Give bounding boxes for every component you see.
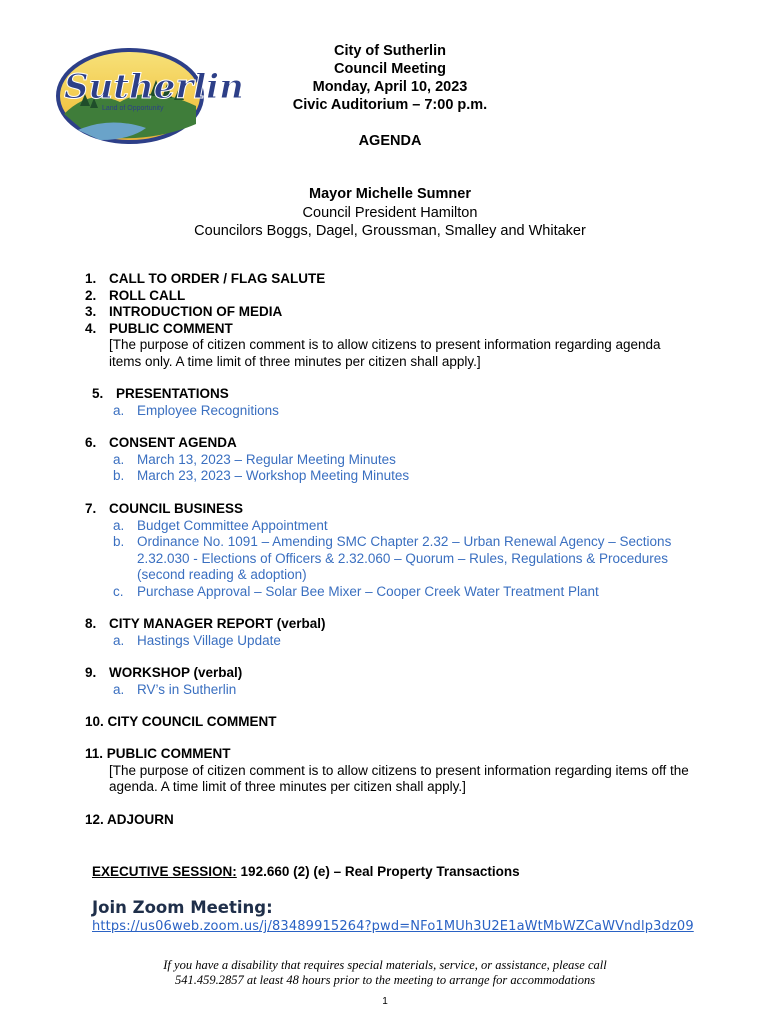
officials-block	[120, 185, 660, 241]
agenda-item-3: 3. INTRODUCTION OF MEDIA	[85, 304, 283, 319]
agenda-subitem[interactable]: a. RV’s in Sutherlin	[113, 681, 237, 697]
agenda-subitem[interactable]: b. March 23, 2023 – Workshop Meeting Minutes	[113, 468, 410, 483]
agenda-item-9: 9. WORKSHOP (verbal) a. RV’s in Sutherlin	[85, 665, 695, 698]
agenda-item-7: 7. COUNCIL BUSINESS a. Budget Committee Appointment b. Ordinance No. 1091 – Amending SMC Chapter 2.32 – Urban Renewal Agency – Sections 2.32.030 - Elections of Officers & 2.32.060 – Quorum – Rules, Regulations & Procedures (second reading & adoption) c. Purchase Approval – Solar Bee Mixer – Cooper Creek Water Treatment Plant	[85, 501, 695, 600]
page-number: 1	[382, 996, 388, 1007]
agenda-subitem[interactable]: c. Purchase Approval – Solar Bee Mixer – Cooper Creek Water Treatment Plant	[113, 583, 599, 599]
agenda-item-6: 6. CONSENT AGENDA a. March 13, 2023 – Regular Meeting Minutes b. March 23, 2023 – Workshop Meeting Minutes	[85, 435, 695, 485]
council-president: Council President Hamilton	[302, 204, 478, 221]
agenda-item-8: 8. CITY MANAGER REPORT (verbal) a. Hastings Village Update	[85, 616, 695, 649]
agenda-subitem[interactable]: a. Hastings Village Update	[113, 632, 281, 648]
agenda-subitem[interactable]: a. Employee Recognitions	[113, 402, 279, 418]
meeting-location: Civic Auditorium – 7:00 p.m.	[292, 97, 488, 113]
public-comment-note: [The purpose of citizen comment is to allow citizens to present information regarding agenda items only. A time limit of three minutes per citizen shall apply.]	[109, 337, 661, 369]
agenda-item-4: 4. PUBLIC COMMENT	[85, 320, 233, 336]
agenda-item-5: 5. PRESENTATIONS a. Employee Recognitions	[85, 386, 695, 419]
councilors-list: Councilors Boggs, Dagel, Groussman, Smalley and Whitaker	[194, 223, 586, 239]
agenda-item-2: 2. ROLL CALL	[85, 287, 186, 303]
city-logo	[50, 36, 244, 148]
disability-notice: If you have a disability that requires special materials, service, or assistance, please call 541.459.2857 at least 48 hours prior to the meeting to arrange for accommodations	[163, 958, 607, 987]
agenda-items-1-4	[85, 271, 695, 370]
executive-session-label: EXECUTIVE SESSION:	[92, 864, 237, 879]
meeting-date: Monday, April 10, 2023	[312, 79, 468, 95]
logo-wordmark: Sutherlin	[64, 67, 244, 107]
agenda-subitem[interactable]: a. March 13, 2023 – Regular Meeting Minutes	[113, 451, 396, 467]
agenda-subitem[interactable]: b. Ordinance No. 1091 – Amending SMC Chapter 2.32 – Urban Renewal Agency – Sections 2.32.030 - Elections of Officers & 2.32.060 – Quorum – Rules, Regulations & Procedures (second reading & adoption)	[113, 534, 672, 582]
agenda-item-10: 10. CITY COUNCIL COMMENT	[85, 714, 277, 729]
zoom-link[interactable]: https://us06web.zoom.us/j/83489915264?pwd=NFo1MUh3U2E1aWtMbWZCaWVndlp3dz09	[92, 919, 694, 934]
agenda-item-12: 12. ADJOURN	[85, 812, 174, 827]
agenda-item-1: 1. CALL TO ORDER / FLAG SALUTE	[85, 271, 326, 286]
executive-session-text: 192.660 (2) (e) – Real Property Transactions	[236, 864, 520, 879]
zoom-title: Join Zoom Meeting:	[92, 898, 273, 917]
public-comment-note: [The purpose of citizen comment is to allow citizens to present information regarding items off the agenda. A time limit of three minutes per citizen shall apply.]	[109, 762, 689, 794]
logo-tagline: Land of Opportunity	[102, 105, 164, 112]
agenda-subitem[interactable]: a. Budget Committee Appointment	[113, 517, 328, 533]
meeting-header	[200, 42, 580, 114]
agenda-title: AGENDA	[358, 133, 422, 149]
city-name: City of Sutherlin	[334, 43, 446, 59]
executive-session	[92, 864, 520, 879]
meeting-type: Council Meeting	[334, 61, 446, 77]
agenda-item-11: 11. PUBLIC COMMENT [The purpose of citizen comment is to allow citizens to present information regarding items off the agenda. A time limit of three minutes per citizen shall apply.]	[85, 746, 695, 796]
mayor-name: Mayor Michelle Sumner	[309, 186, 471, 202]
